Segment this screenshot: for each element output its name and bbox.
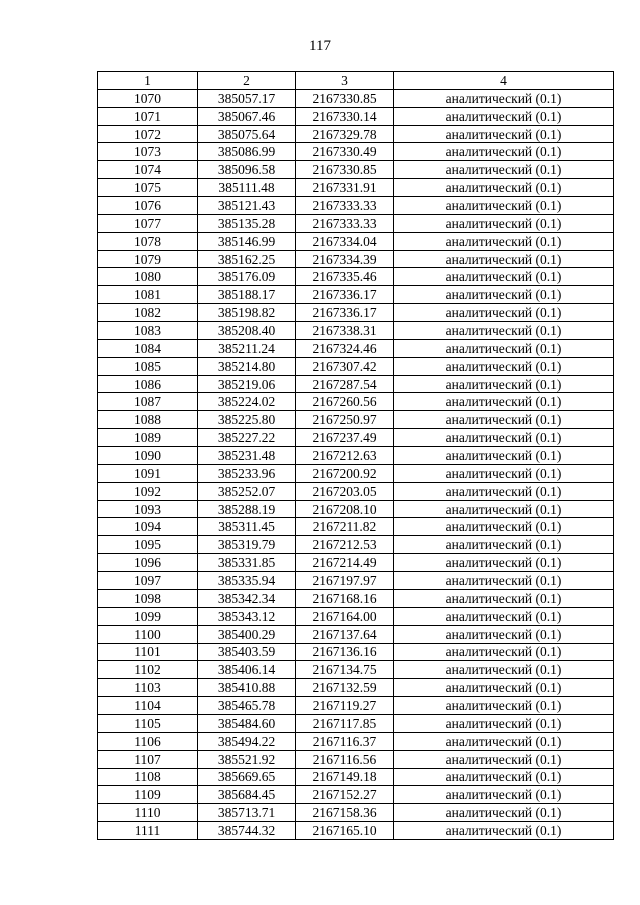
cell-y-coordinate: 2167330.85 bbox=[296, 89, 394, 107]
cell-y-coordinate: 2167237.49 bbox=[296, 429, 394, 447]
cell-x-coordinate: 385669.65 bbox=[198, 768, 296, 786]
cell-point-number: 1079 bbox=[98, 250, 198, 268]
cell-point-number: 1106 bbox=[98, 732, 198, 750]
cell-method: аналитический (0.1) bbox=[394, 679, 614, 697]
cell-method: аналитический (0.1) bbox=[394, 89, 614, 107]
cell-method: аналитический (0.1) bbox=[394, 607, 614, 625]
cell-x-coordinate: 385135.28 bbox=[198, 214, 296, 232]
table-row bbox=[98, 232, 614, 250]
cell-method: аналитический (0.1) bbox=[394, 232, 614, 250]
table-row bbox=[98, 768, 614, 786]
table-row bbox=[98, 500, 614, 518]
table-row bbox=[98, 447, 614, 465]
table-body bbox=[98, 89, 614, 839]
cell-x-coordinate: 385096.58 bbox=[198, 161, 296, 179]
table-row bbox=[98, 411, 614, 429]
cell-method: аналитический (0.1) bbox=[394, 714, 614, 732]
cell-y-coordinate: 2167132.59 bbox=[296, 679, 394, 697]
cell-x-coordinate: 385198.82 bbox=[198, 304, 296, 322]
cell-x-coordinate: 385335.94 bbox=[198, 572, 296, 590]
cell-x-coordinate: 385075.64 bbox=[198, 125, 296, 143]
cell-point-number: 1095 bbox=[98, 536, 198, 554]
cell-method: аналитический (0.1) bbox=[394, 286, 614, 304]
table-row bbox=[98, 304, 614, 322]
cell-point-number: 1089 bbox=[98, 429, 198, 447]
table-row bbox=[98, 250, 614, 268]
cell-point-number: 1085 bbox=[98, 357, 198, 375]
table-row bbox=[98, 589, 614, 607]
cell-method: аналитический (0.1) bbox=[394, 589, 614, 607]
table-row bbox=[98, 161, 614, 179]
cell-point-number: 1083 bbox=[98, 322, 198, 340]
cell-method: аналитический (0.1) bbox=[394, 697, 614, 715]
cell-method: аналитический (0.1) bbox=[394, 732, 614, 750]
cell-x-coordinate: 385121.43 bbox=[198, 197, 296, 215]
cell-method: аналитический (0.1) bbox=[394, 768, 614, 786]
column-header-point-number: 1 bbox=[98, 72, 198, 90]
table-row bbox=[98, 89, 614, 107]
cell-y-coordinate: 2167208.10 bbox=[296, 500, 394, 518]
table-row bbox=[98, 607, 614, 625]
cell-x-coordinate: 385331.85 bbox=[198, 554, 296, 572]
cell-method: аналитический (0.1) bbox=[394, 125, 614, 143]
cell-method: аналитический (0.1) bbox=[394, 214, 614, 232]
cell-y-coordinate: 2167203.05 bbox=[296, 482, 394, 500]
cell-point-number: 1104 bbox=[98, 697, 198, 715]
cell-method: аналитический (0.1) bbox=[394, 786, 614, 804]
cell-method: аналитический (0.1) bbox=[394, 643, 614, 661]
cell-y-coordinate: 2167333.33 bbox=[296, 197, 394, 215]
table-row bbox=[98, 268, 614, 286]
cell-x-coordinate: 385400.29 bbox=[198, 625, 296, 643]
cell-method: аналитический (0.1) bbox=[394, 822, 614, 840]
table-row bbox=[98, 125, 614, 143]
table-row bbox=[98, 679, 614, 697]
cell-point-number: 1084 bbox=[98, 339, 198, 357]
table-row bbox=[98, 822, 614, 840]
table-row bbox=[98, 804, 614, 822]
cell-y-coordinate: 2167116.56 bbox=[296, 750, 394, 768]
cell-point-number: 1094 bbox=[98, 518, 198, 536]
cell-point-number: 1099 bbox=[98, 607, 198, 625]
cell-point-number: 1096 bbox=[98, 554, 198, 572]
cell-point-number: 1103 bbox=[98, 679, 198, 697]
cell-x-coordinate: 385484.60 bbox=[198, 714, 296, 732]
cell-method: аналитический (0.1) bbox=[394, 464, 614, 482]
cell-x-coordinate: 385406.14 bbox=[198, 661, 296, 679]
cell-point-number: 1109 bbox=[98, 786, 198, 804]
table-row bbox=[98, 786, 614, 804]
cell-point-number: 1087 bbox=[98, 393, 198, 411]
cell-y-coordinate: 2167334.04 bbox=[296, 232, 394, 250]
cell-point-number: 1111 bbox=[98, 822, 198, 840]
cell-method: аналитический (0.1) bbox=[394, 179, 614, 197]
cell-x-coordinate: 385224.02 bbox=[198, 393, 296, 411]
cell-x-coordinate: 385744.32 bbox=[198, 822, 296, 840]
cell-x-coordinate: 385188.17 bbox=[198, 286, 296, 304]
cell-point-number: 1092 bbox=[98, 482, 198, 500]
cell-point-number: 1070 bbox=[98, 89, 198, 107]
cell-method: аналитический (0.1) bbox=[394, 482, 614, 500]
cell-y-coordinate: 2167336.17 bbox=[296, 286, 394, 304]
cell-x-coordinate: 385227.22 bbox=[198, 429, 296, 447]
table-row bbox=[98, 179, 614, 197]
cell-method: аналитический (0.1) bbox=[394, 339, 614, 357]
cell-x-coordinate: 385684.45 bbox=[198, 786, 296, 804]
table-row bbox=[98, 554, 614, 572]
cell-y-coordinate: 2167214.49 bbox=[296, 554, 394, 572]
cell-point-number: 1080 bbox=[98, 268, 198, 286]
cell-y-coordinate: 2167330.49 bbox=[296, 143, 394, 161]
cell-method: аналитический (0.1) bbox=[394, 625, 614, 643]
column-header-y-coordinate: 3 bbox=[296, 72, 394, 90]
cell-y-coordinate: 2167200.92 bbox=[296, 464, 394, 482]
table-row bbox=[98, 643, 614, 661]
page-number: 117 bbox=[309, 38, 331, 54]
cell-method: аналитический (0.1) bbox=[394, 804, 614, 822]
cell-y-coordinate: 2167152.27 bbox=[296, 786, 394, 804]
cell-method: аналитический (0.1) bbox=[394, 250, 614, 268]
coordinates-table bbox=[97, 71, 614, 840]
cell-method: аналитический (0.1) bbox=[394, 411, 614, 429]
table-row bbox=[98, 661, 614, 679]
table-row bbox=[98, 393, 614, 411]
table-row bbox=[98, 107, 614, 125]
cell-x-coordinate: 385288.19 bbox=[198, 500, 296, 518]
cell-x-coordinate: 385231.48 bbox=[198, 447, 296, 465]
table-row bbox=[98, 375, 614, 393]
cell-y-coordinate: 2167136.16 bbox=[296, 643, 394, 661]
cell-y-coordinate: 2167330.14 bbox=[296, 107, 394, 125]
cell-x-coordinate: 385342.34 bbox=[198, 589, 296, 607]
cell-y-coordinate: 2167335.46 bbox=[296, 268, 394, 286]
cell-y-coordinate: 2167211.82 bbox=[296, 518, 394, 536]
cell-x-coordinate: 385146.99 bbox=[198, 232, 296, 250]
cell-method: аналитический (0.1) bbox=[394, 107, 614, 125]
cell-x-coordinate: 385086.99 bbox=[198, 143, 296, 161]
cell-method: аналитический (0.1) bbox=[394, 429, 614, 447]
cell-y-coordinate: 2167134.75 bbox=[296, 661, 394, 679]
cell-point-number: 1082 bbox=[98, 304, 198, 322]
cell-point-number: 1074 bbox=[98, 161, 198, 179]
table-row bbox=[98, 482, 614, 500]
cell-x-coordinate: 385176.09 bbox=[198, 268, 296, 286]
cell-method: аналитический (0.1) bbox=[394, 393, 614, 411]
table-row bbox=[98, 339, 614, 357]
cell-point-number: 1100 bbox=[98, 625, 198, 643]
cell-y-coordinate: 2167338.31 bbox=[296, 322, 394, 340]
cell-y-coordinate: 2167250.97 bbox=[296, 411, 394, 429]
cell-method: аналитический (0.1) bbox=[394, 375, 614, 393]
cell-point-number: 1075 bbox=[98, 179, 198, 197]
cell-method: аналитический (0.1) bbox=[394, 322, 614, 340]
cell-x-coordinate: 385225.80 bbox=[198, 411, 296, 429]
cell-y-coordinate: 2167329.78 bbox=[296, 125, 394, 143]
cell-y-coordinate: 2167336.17 bbox=[296, 304, 394, 322]
cell-point-number: 1090 bbox=[98, 447, 198, 465]
table-row bbox=[98, 750, 614, 768]
cell-method: аналитический (0.1) bbox=[394, 161, 614, 179]
cell-x-coordinate: 385319.79 bbox=[198, 536, 296, 554]
column-header-method: 4 bbox=[394, 72, 614, 90]
table-row bbox=[98, 286, 614, 304]
cell-y-coordinate: 2167307.42 bbox=[296, 357, 394, 375]
table-row bbox=[98, 536, 614, 554]
table-row bbox=[98, 732, 614, 750]
table-row bbox=[98, 429, 614, 447]
table-row bbox=[98, 143, 614, 161]
cell-point-number: 1108 bbox=[98, 768, 198, 786]
coordinates-table-container bbox=[97, 71, 614, 840]
cell-method: аналитический (0.1) bbox=[394, 572, 614, 590]
cell-x-coordinate: 385494.22 bbox=[198, 732, 296, 750]
cell-point-number: 1076 bbox=[98, 197, 198, 215]
cell-point-number: 1091 bbox=[98, 464, 198, 482]
table-row bbox=[98, 572, 614, 590]
cell-method: аналитический (0.1) bbox=[394, 143, 614, 161]
cell-point-number: 1105 bbox=[98, 714, 198, 732]
cell-x-coordinate: 385214.80 bbox=[198, 357, 296, 375]
cell-x-coordinate: 385311.45 bbox=[198, 518, 296, 536]
cell-method: аналитический (0.1) bbox=[394, 447, 614, 465]
cell-method: аналитический (0.1) bbox=[394, 197, 614, 215]
cell-y-coordinate: 2167260.56 bbox=[296, 393, 394, 411]
cell-x-coordinate: 385410.88 bbox=[198, 679, 296, 697]
cell-method: аналитический (0.1) bbox=[394, 661, 614, 679]
cell-point-number: 1078 bbox=[98, 232, 198, 250]
cell-x-coordinate: 385208.40 bbox=[198, 322, 296, 340]
cell-x-coordinate: 385111.48 bbox=[198, 179, 296, 197]
cell-point-number: 1081 bbox=[98, 286, 198, 304]
cell-y-coordinate: 2167168.16 bbox=[296, 589, 394, 607]
cell-point-number: 1072 bbox=[98, 125, 198, 143]
cell-x-coordinate: 385252.07 bbox=[198, 482, 296, 500]
cell-y-coordinate: 2167331.91 bbox=[296, 179, 394, 197]
cell-x-coordinate: 385211.24 bbox=[198, 339, 296, 357]
cell-y-coordinate: 2167117.85 bbox=[296, 714, 394, 732]
cell-point-number: 1073 bbox=[98, 143, 198, 161]
cell-y-coordinate: 2167149.18 bbox=[296, 768, 394, 786]
table-row bbox=[98, 357, 614, 375]
cell-point-number: 1098 bbox=[98, 589, 198, 607]
cell-y-coordinate: 2167333.33 bbox=[296, 214, 394, 232]
cell-y-coordinate: 2167116.37 bbox=[296, 732, 394, 750]
cell-y-coordinate: 2167197.97 bbox=[296, 572, 394, 590]
cell-x-coordinate: 385057.17 bbox=[198, 89, 296, 107]
cell-y-coordinate: 2167330.85 bbox=[296, 161, 394, 179]
cell-y-coordinate: 2167212.63 bbox=[296, 447, 394, 465]
cell-point-number: 1077 bbox=[98, 214, 198, 232]
cell-point-number: 1107 bbox=[98, 750, 198, 768]
cell-x-coordinate: 385067.46 bbox=[198, 107, 296, 125]
cell-method: аналитический (0.1) bbox=[394, 268, 614, 286]
cell-method: аналитический (0.1) bbox=[394, 554, 614, 572]
cell-y-coordinate: 2167324.46 bbox=[296, 339, 394, 357]
cell-point-number: 1093 bbox=[98, 500, 198, 518]
cell-point-number: 1088 bbox=[98, 411, 198, 429]
cell-point-number: 1097 bbox=[98, 572, 198, 590]
cell-method: аналитический (0.1) bbox=[394, 536, 614, 554]
cell-x-coordinate: 385465.78 bbox=[198, 697, 296, 715]
cell-x-coordinate: 385219.06 bbox=[198, 375, 296, 393]
table-row bbox=[98, 625, 614, 643]
cell-x-coordinate: 385403.59 bbox=[198, 643, 296, 661]
table-row bbox=[98, 464, 614, 482]
cell-method: аналитический (0.1) bbox=[394, 518, 614, 536]
cell-x-coordinate: 385713.71 bbox=[198, 804, 296, 822]
cell-point-number: 1101 bbox=[98, 643, 198, 661]
cell-y-coordinate: 2167158.36 bbox=[296, 804, 394, 822]
cell-point-number: 1086 bbox=[98, 375, 198, 393]
cell-y-coordinate: 2167137.64 bbox=[296, 625, 394, 643]
cell-y-coordinate: 2167164.00 bbox=[296, 607, 394, 625]
cell-y-coordinate: 2167334.39 bbox=[296, 250, 394, 268]
table-row bbox=[98, 214, 614, 232]
cell-method: аналитический (0.1) bbox=[394, 500, 614, 518]
cell-x-coordinate: 385521.92 bbox=[198, 750, 296, 768]
column-header-x-coordinate: 2 bbox=[198, 72, 296, 90]
table-header-row bbox=[98, 72, 614, 90]
cell-method: аналитический (0.1) bbox=[394, 750, 614, 768]
cell-point-number: 1110 bbox=[98, 804, 198, 822]
cell-method: аналитический (0.1) bbox=[394, 357, 614, 375]
table-row bbox=[98, 518, 614, 536]
cell-point-number: 1102 bbox=[98, 661, 198, 679]
table-row bbox=[98, 322, 614, 340]
cell-y-coordinate: 2167119.27 bbox=[296, 697, 394, 715]
cell-x-coordinate: 385343.12 bbox=[198, 607, 296, 625]
table-row bbox=[98, 714, 614, 732]
cell-y-coordinate: 2167212.53 bbox=[296, 536, 394, 554]
table-row bbox=[98, 197, 614, 215]
cell-y-coordinate: 2167287.54 bbox=[296, 375, 394, 393]
cell-x-coordinate: 385233.96 bbox=[198, 464, 296, 482]
table-row bbox=[98, 697, 614, 715]
cell-x-coordinate: 385162.25 bbox=[198, 250, 296, 268]
cell-y-coordinate: 2167165.10 bbox=[296, 822, 394, 840]
cell-method: аналитический (0.1) bbox=[394, 304, 614, 322]
cell-point-number: 1071 bbox=[98, 107, 198, 125]
